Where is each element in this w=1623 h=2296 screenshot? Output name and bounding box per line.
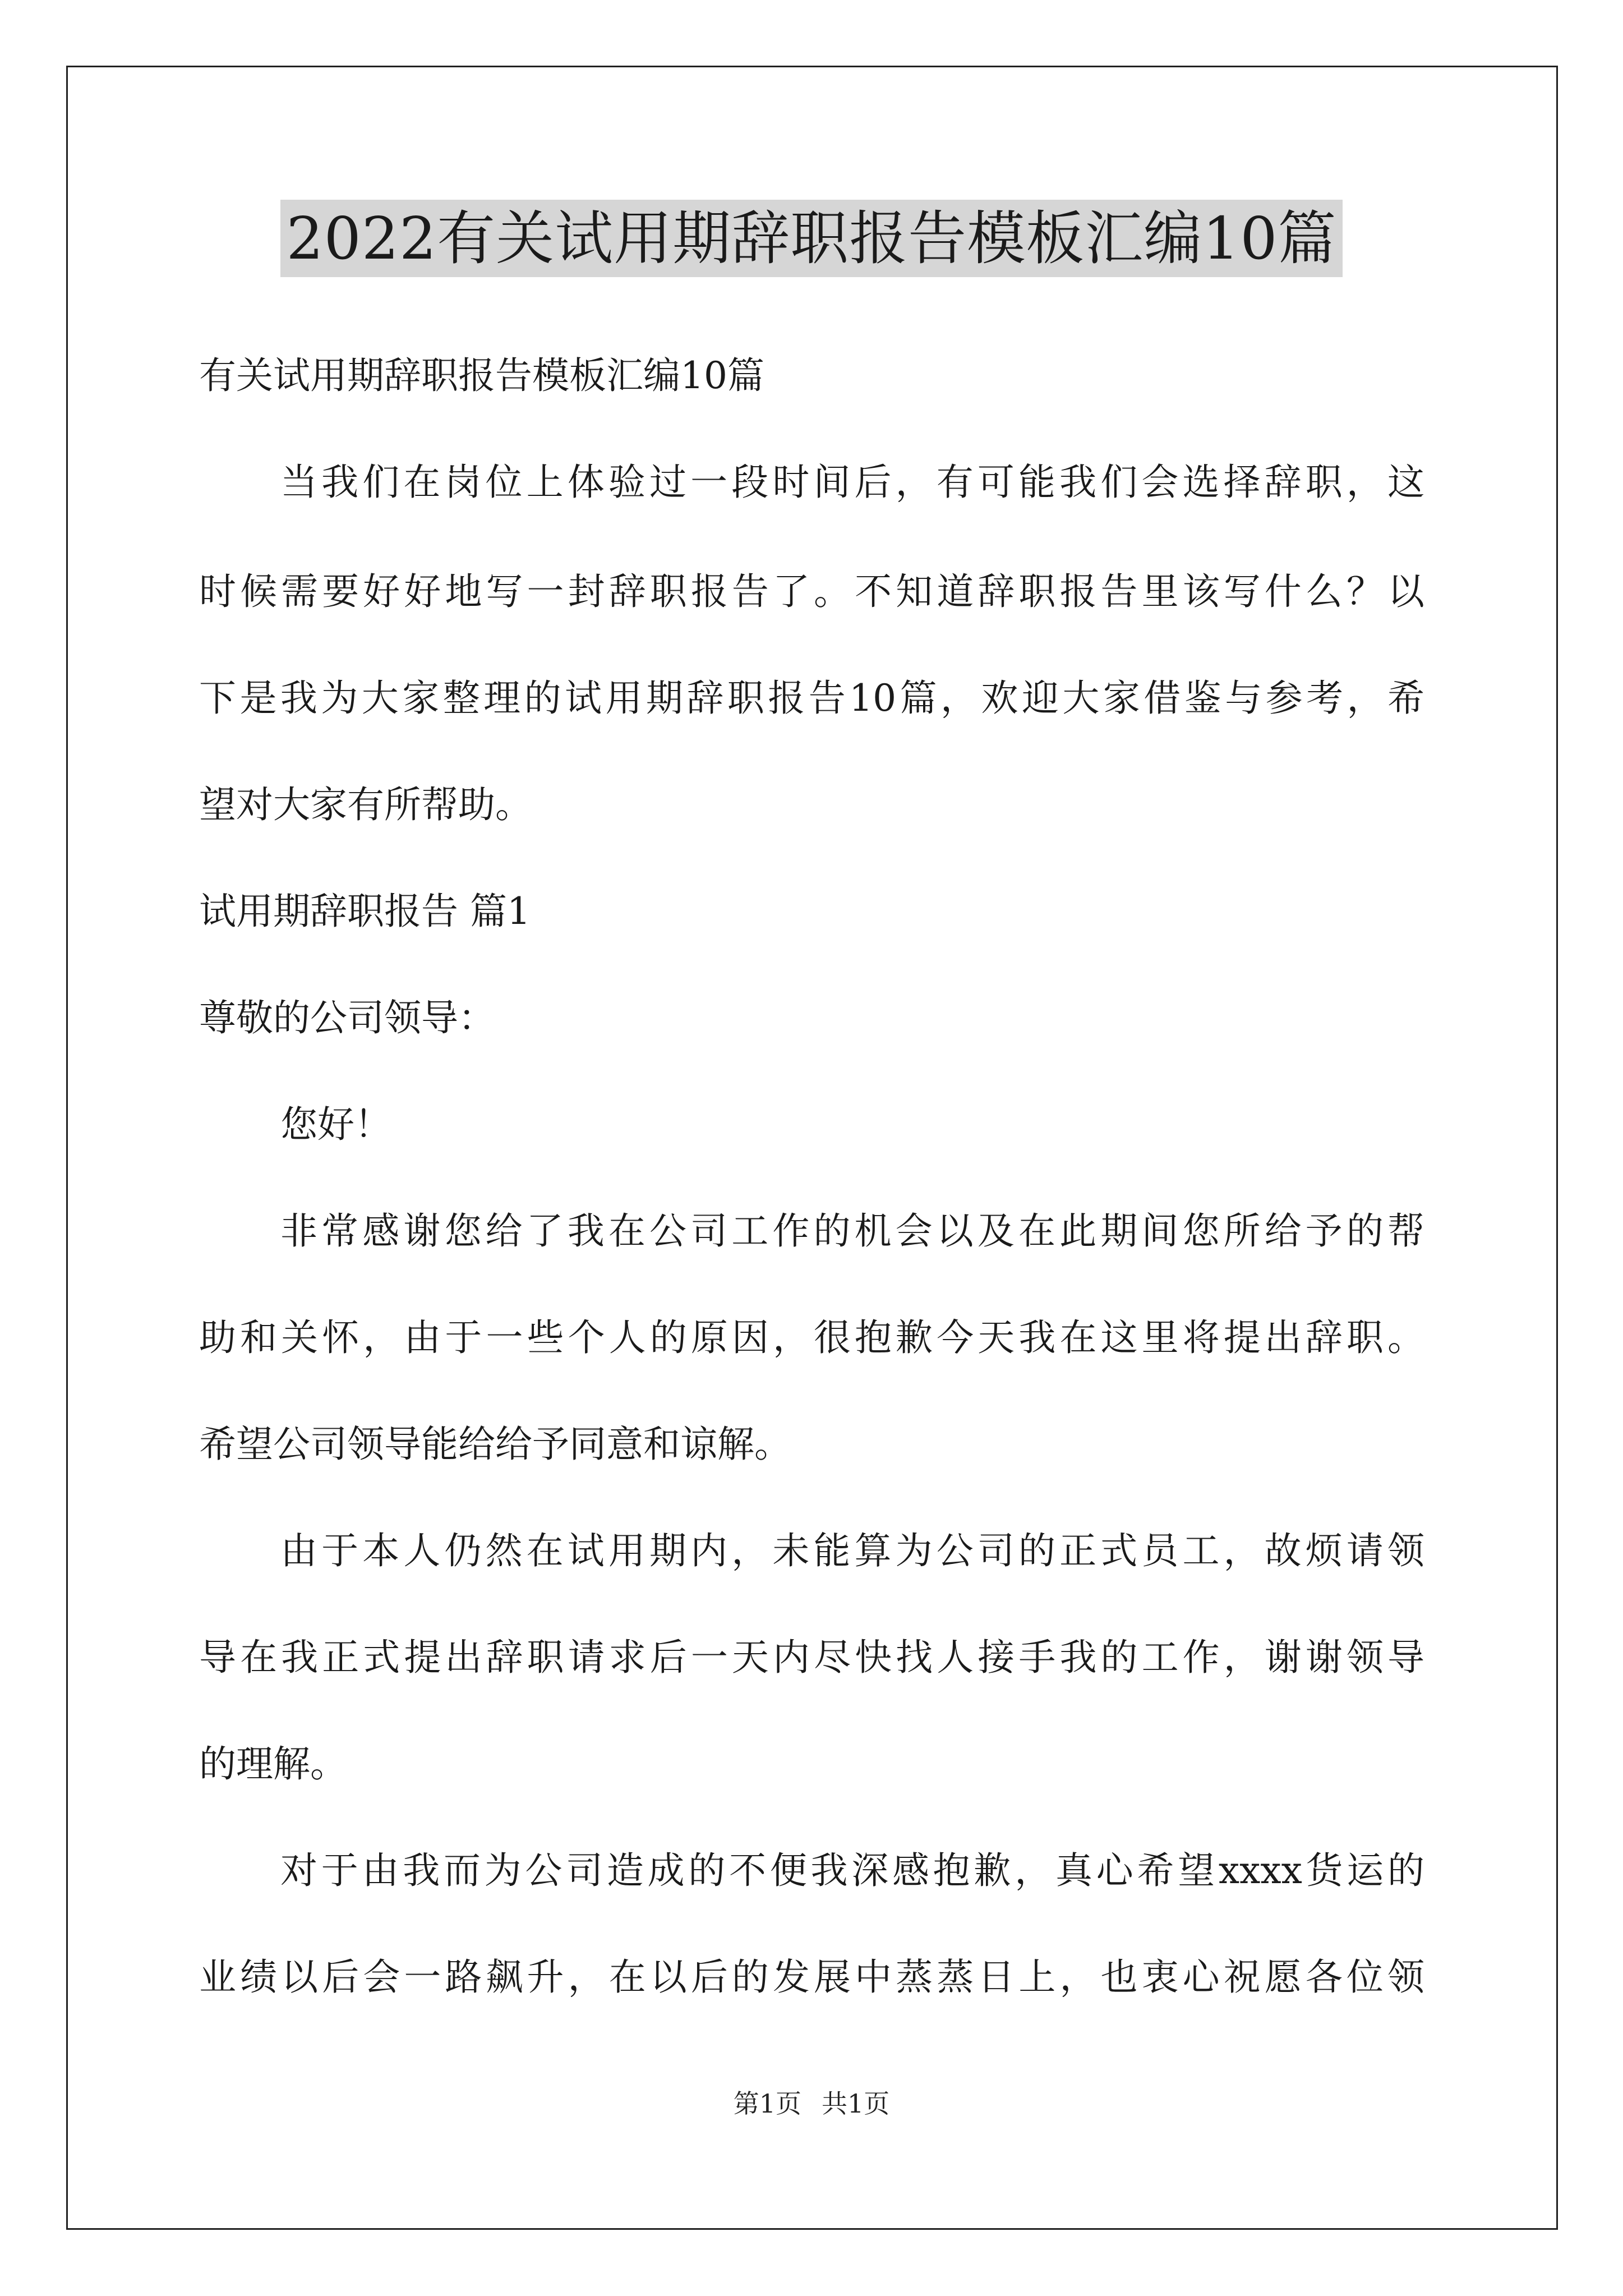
salutation: 尊敬的公司领导： <box>199 996 495 1039</box>
para3-line-2: 业绩以后会一路飙升，在以后的发展中蒸蒸日上，也衷心祝愿各位领 <box>199 1955 1424 1999</box>
para1-line-1: 非常感谢您给了我在公司工作的机会以及在此期间您所给予的帮 <box>280 1209 1424 1253</box>
para2-line-1: 由于本人仍然在试用期内，未能算为公司的正式员工，故烦请领 <box>280 1529 1424 1572</box>
para2-line-2: 导在我正式提出辞职请求后一天内尽快找人接手我的工作，谢谢领导 <box>199 1636 1424 1679</box>
total-pages: 共1页 <box>822 2088 890 2119</box>
intro-line-2: 时候需要好好地写一封辞职报告了。不知道辞职报告里该写什么？以 <box>199 570 1424 613</box>
para1-line-2: 助和关怀，由于一些个人的原因，很抱歉今天我在这里将提出辞职。 <box>199 1316 1424 1359</box>
para3-line-1: 对于由我而为公司造成的不便我深感抱歉，真心希望xxxx货运的 <box>280 1849 1424 1892</box>
section-heading: 试用期辞职报告 篇1 <box>199 890 531 933</box>
document-title: 2022有关试用期辞职报告模板汇编10篇 <box>0 199 1623 278</box>
page-number: 第1页 <box>733 2088 801 2119</box>
document-subtitle: 有关试用期辞职报告模板汇编10篇 <box>199 354 764 397</box>
para1-line-3: 希望公司领导能给给予同意和谅解。 <box>199 1423 791 1466</box>
intro-line-3: 下是我为大家整理的试用期辞职报告10篇，欢迎大家借鉴与参考，希 <box>199 677 1424 720</box>
intro-line-4: 望对大家有所帮助。 <box>199 783 532 826</box>
para2-line-3: 的理解。 <box>199 1742 347 1786</box>
page-footer <box>0 2087 1623 2120</box>
intro-line-1: 当我们在岗位上体验过一段时间后，有可能我们会选择辞职，这 <box>280 461 1424 504</box>
greeting: 您好！ <box>280 1103 391 1146</box>
